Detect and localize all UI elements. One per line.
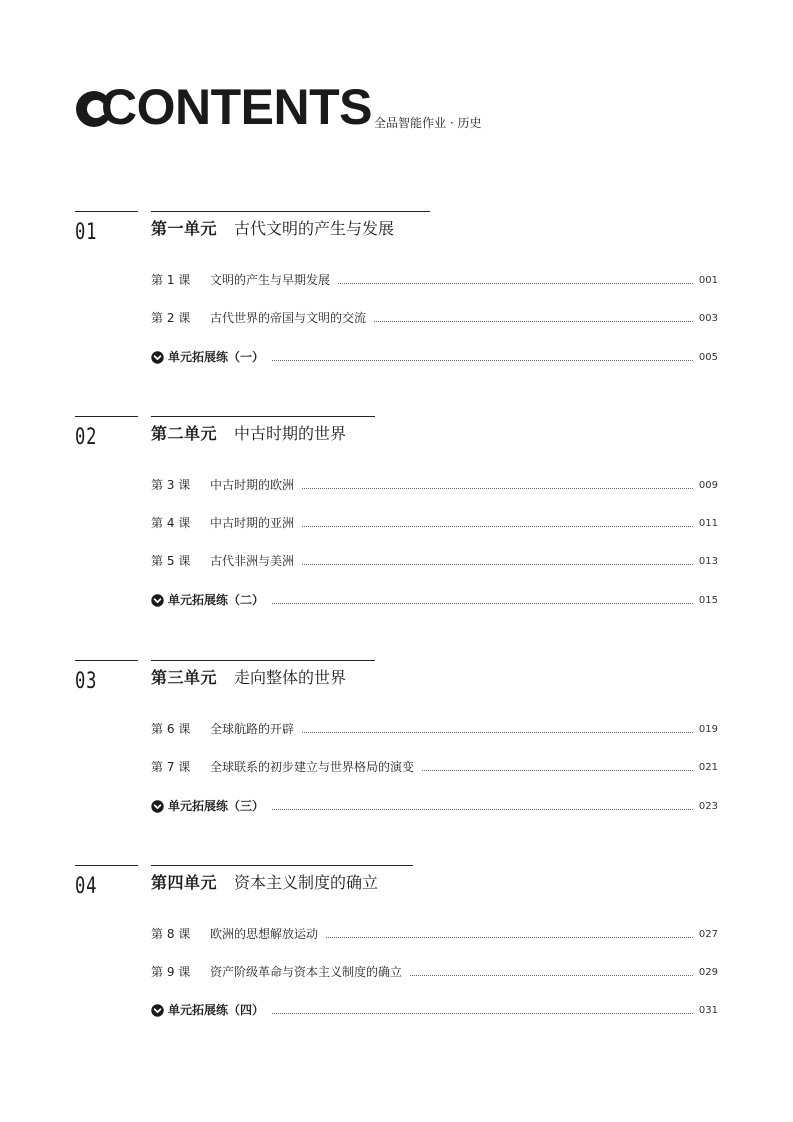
unit-name: 走向整体的世界: [234, 668, 347, 687]
unit-label: 第二单元: [151, 424, 218, 443]
unit-number-rule: [75, 416, 138, 417]
unit-number: 04: [75, 874, 98, 899]
lesson-entry[interactable]: [151, 720, 718, 736]
page-number: 001: [698, 275, 718, 286]
lesson-number: 第 8 课: [151, 927, 191, 941]
unit-extension-entry[interactable]: [151, 797, 718, 813]
page-number: 027: [698, 929, 718, 940]
unit-heading[interactable]: [151, 219, 394, 239]
extension-title: 单元拓展练（二）: [168, 593, 265, 607]
book-subtitle: 全品智能作业 · 历史: [374, 116, 482, 130]
lesson-title: 文明的产生与早期发展: [210, 273, 331, 287]
lesson-entry[interactable]: [151, 925, 718, 941]
dot-leader: [374, 321, 693, 322]
lesson-title: 欧洲的思想解放运动: [210, 927, 319, 941]
lesson-number: 第 3 课: [151, 478, 191, 492]
chevron-down-circle-icon: [151, 1004, 164, 1017]
unit-name: 资本主义制度的确立: [234, 873, 379, 892]
unit-title-rule: [151, 416, 375, 417]
unit-title-rule: [151, 865, 413, 866]
unit-number-rule: [75, 660, 138, 661]
unit-extension-entry[interactable]: [151, 348, 718, 364]
lesson-number: 第 5 课: [151, 554, 191, 568]
extension-label: [151, 1003, 264, 1017]
extension-title: 单元拓展练（一）: [168, 350, 265, 364]
page-number: 029: [698, 967, 718, 978]
lesson-number: 第 7 课: [151, 760, 191, 774]
lesson-title: 资产阶级革命与资本主义制度的确立: [210, 965, 403, 979]
unit-title-rule: [151, 211, 430, 212]
unit-name: 中古时期的世界: [234, 424, 347, 443]
unit-extension-entry[interactable]: [151, 1001, 718, 1017]
lesson-entry[interactable]: [151, 552, 718, 568]
page-number: 031: [698, 1005, 718, 1016]
unit-label: 第四单元: [151, 873, 218, 892]
dot-leader: [272, 603, 693, 604]
lesson-title: 中古时期的亚洲: [210, 516, 295, 530]
dot-leader: [338, 283, 693, 284]
lesson-number: 第 4 课: [151, 516, 191, 530]
dot-leader: [302, 564, 693, 565]
unit-number: 01: [75, 220, 98, 245]
unit-title-rule: [151, 660, 375, 661]
lesson-number: 第 2 课: [151, 311, 191, 325]
dot-leader: [326, 937, 693, 938]
page-number: 013: [698, 556, 718, 567]
page-number: 023: [698, 801, 718, 812]
extension-label: [151, 799, 264, 813]
lesson-entry[interactable]: [151, 514, 718, 530]
unit-extension-entry[interactable]: [151, 591, 718, 607]
dot-leader: [302, 732, 693, 733]
page-number: 021: [698, 762, 718, 773]
unit-label: 第一单元: [151, 219, 218, 238]
unit-number: 03: [75, 669, 98, 694]
page-number: 015: [698, 595, 718, 606]
lesson-entry[interactable]: [151, 963, 718, 979]
dot-leader: [272, 1013, 693, 1014]
dot-leader: [410, 975, 693, 976]
lesson-number: 第 1 课: [151, 273, 191, 287]
unit-heading[interactable]: [151, 873, 378, 893]
lesson-title: 古代非洲与美洲: [210, 554, 295, 568]
dot-leader: [272, 360, 693, 361]
page-number: 003: [698, 313, 718, 324]
lesson-entry[interactable]: [151, 309, 718, 325]
contents-title: CONTENTS: [101, 79, 372, 135]
chevron-down-circle-icon: [151, 594, 164, 607]
page-number: 011: [698, 518, 718, 529]
extension-title: 单元拓展练（三）: [168, 799, 265, 813]
lesson-entry[interactable]: [151, 476, 718, 492]
unit-number-rule: [75, 865, 138, 866]
dot-leader: [302, 488, 693, 489]
lesson-title: 全球航路的开辟: [210, 722, 295, 736]
extension-label: [151, 350, 264, 364]
lesson-number: 第 9 课: [151, 965, 191, 979]
unit-number-rule: [75, 211, 138, 212]
unit-heading[interactable]: [151, 424, 346, 444]
lesson-title: 中古时期的欧洲: [210, 478, 295, 492]
lesson-title: 全球联系的初步建立与世界格局的演变: [210, 760, 415, 774]
lesson-number: 第 6 课: [151, 722, 191, 736]
dot-leader: [272, 809, 693, 810]
unit-heading[interactable]: [151, 668, 346, 688]
chevron-down-circle-icon: [151, 800, 164, 813]
lesson-title: 古代世界的帝国与文明的交流: [210, 311, 367, 325]
page-number: 009: [698, 480, 718, 491]
lesson-entry[interactable]: [151, 271, 718, 287]
extension-label: [151, 593, 264, 607]
extension-title: 单元拓展练（四）: [168, 1003, 265, 1017]
unit-number: 02: [75, 425, 98, 450]
page-number: 019: [698, 724, 718, 735]
lesson-entry[interactable]: [151, 758, 718, 774]
unit-label: 第三单元: [151, 668, 218, 687]
page-number: 005: [698, 352, 718, 363]
dot-leader: [422, 770, 693, 771]
unit-name: 古代文明的产生与发展: [234, 219, 395, 238]
chevron-down-circle-icon: [151, 351, 164, 364]
dot-leader: [302, 526, 693, 527]
